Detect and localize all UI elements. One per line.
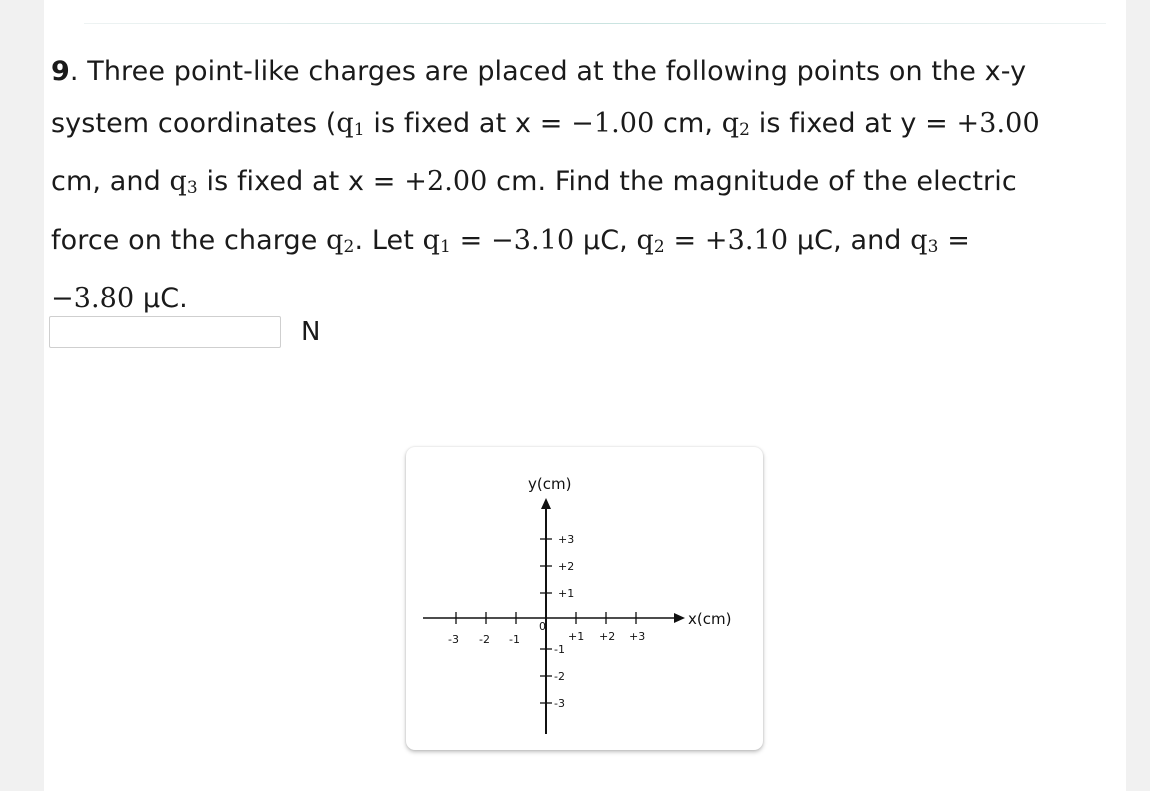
question-line-3: cm, and q3 is fixed at x = +2.00 cm. Find the magnitude of the electric bbox=[51, 166, 1017, 198]
answer-input[interactable] bbox=[49, 316, 281, 348]
y-tick-label: +3 bbox=[558, 533, 575, 546]
question-line-1: 9. Three point-like charges are placed at the following points on the x-y bbox=[51, 56, 1027, 87]
q2-symbol: q2 bbox=[721, 107, 751, 140]
q1-symbol: q1 bbox=[422, 224, 451, 257]
x-tick-label: -3 bbox=[448, 633, 459, 646]
q1-symbol: q1 bbox=[336, 107, 365, 140]
coordinate-figure bbox=[406, 447, 763, 750]
x-tick-label: +2 bbox=[599, 630, 616, 643]
question-line-5: −3.80 μC. bbox=[51, 283, 188, 314]
x-axis-arrow bbox=[674, 613, 685, 623]
q3-symbol: q3 bbox=[910, 224, 939, 257]
x-tick-label: +3 bbox=[629, 630, 646, 643]
answer-unit: N bbox=[301, 317, 321, 347]
coordinate-axes-diagram bbox=[406, 447, 763, 750]
top-divider bbox=[84, 23, 1106, 24]
x-tick-label: -2 bbox=[479, 633, 490, 646]
y-tick-label: +2 bbox=[558, 560, 575, 573]
question-line-2: system coordinates (q1 is fixed at x = −1.00 cm, q2 is fixed at y = +3.00 bbox=[51, 107, 1040, 140]
q3-symbol: q3 bbox=[169, 166, 198, 198]
y-axis-arrow bbox=[541, 498, 551, 509]
question-number: 9 bbox=[51, 56, 70, 87]
y-tick-label: -2 bbox=[554, 670, 565, 683]
y-tick-label: -3 bbox=[554, 697, 565, 710]
x-tick-label: +1 bbox=[568, 630, 585, 643]
question-line-4: force on the charge q2. Let q1 = −3.10 μC, q2 = +3.10 μC, and q3 = bbox=[51, 224, 970, 257]
y-axis-label: y(cm) bbox=[528, 475, 572, 493]
x-tick-label: -1 bbox=[509, 633, 520, 646]
question-text bbox=[48, 46, 1121, 325]
x-axis-label: x(cm) bbox=[688, 610, 732, 628]
origin-label: 0 bbox=[539, 620, 546, 633]
y-tick-label: -1 bbox=[554, 643, 565, 656]
q2-symbol: q2 bbox=[636, 224, 665, 257]
question-page bbox=[44, 0, 1126, 791]
y-tick-label: +1 bbox=[558, 587, 575, 600]
q2-symbol: q2 bbox=[326, 224, 355, 257]
